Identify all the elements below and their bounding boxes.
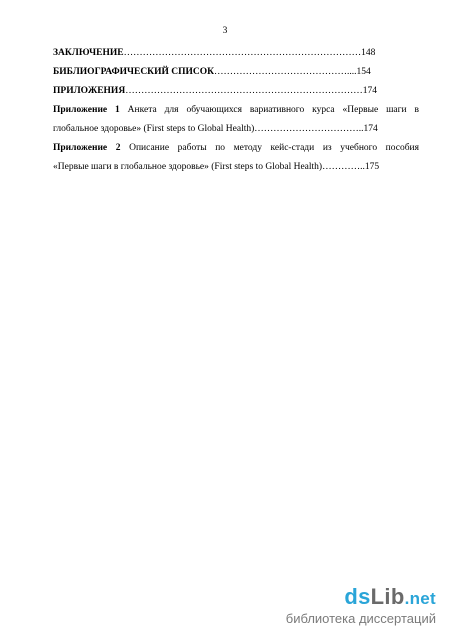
- toc-page: 148: [361, 48, 376, 58]
- toc-page: 174: [362, 86, 377, 96]
- watermark-subtitle: библиотека диссертаций: [285, 611, 436, 626]
- toc-appendix-title-cont: «Первые шаги в глобальное здоровье» (First steps to Global Health)…………..: [53, 162, 365, 172]
- toc-title: ПРИЛОЖЕНИЯ: [53, 86, 126, 96]
- page-number: 3: [222, 26, 228, 36]
- toc-entry-appendices[interactable]: [53, 82, 419, 101]
- toc-appendix-line2: [53, 158, 419, 177]
- toc-title: БИБЛИОГРАФИЧЕСКИЙ СПИСОК: [53, 67, 215, 77]
- toc-title: ЗАКЛЮЧЕНИЕ: [53, 48, 124, 58]
- toc-entry-appendix-1[interactable]: [53, 101, 419, 139]
- toc-appendix-title: Описание работы по методу кейс-стади из учебного пособия: [120, 143, 419, 153]
- toc-page: 175: [364, 162, 380, 172]
- toc-leader: …………………………………………………………………: [123, 48, 362, 58]
- logo-net: .net: [404, 589, 436, 608]
- toc-page: 174: [363, 124, 378, 134]
- logo-ds: ds: [344, 584, 371, 609]
- table-of-contents: [53, 44, 419, 177]
- toc-appendix-title: Анкета для обучающихся вариативного курса «Первые шаги в: [119, 105, 419, 115]
- toc-entry-conclusion[interactable]: [53, 44, 419, 63]
- toc-entry-bibliography[interactable]: [53, 63, 419, 82]
- logo-lib: Lib: [370, 584, 405, 609]
- toc-appendix-line2: [53, 120, 419, 139]
- toc-appendix-title-cont: глобальное здоровье» (First steps to Global Health)……………………………..: [53, 124, 364, 134]
- toc-page: ..154: [351, 67, 371, 77]
- dslib-watermark[interactable]: [286, 585, 436, 627]
- toc-leader: …………………………………………………………………: [125, 86, 363, 96]
- dslib-logo: [286, 585, 436, 611]
- toc-entry-appendix-2[interactable]: [53, 139, 419, 177]
- toc-appendix-line1: [53, 101, 419, 120]
- toc-appendix-label: Приложение 2: [53, 143, 121, 153]
- toc-appendix-label: Приложение 1: [53, 105, 120, 115]
- toc-appendix-line1: [53, 139, 419, 158]
- toc-leader: ……………………………………..: [214, 67, 352, 77]
